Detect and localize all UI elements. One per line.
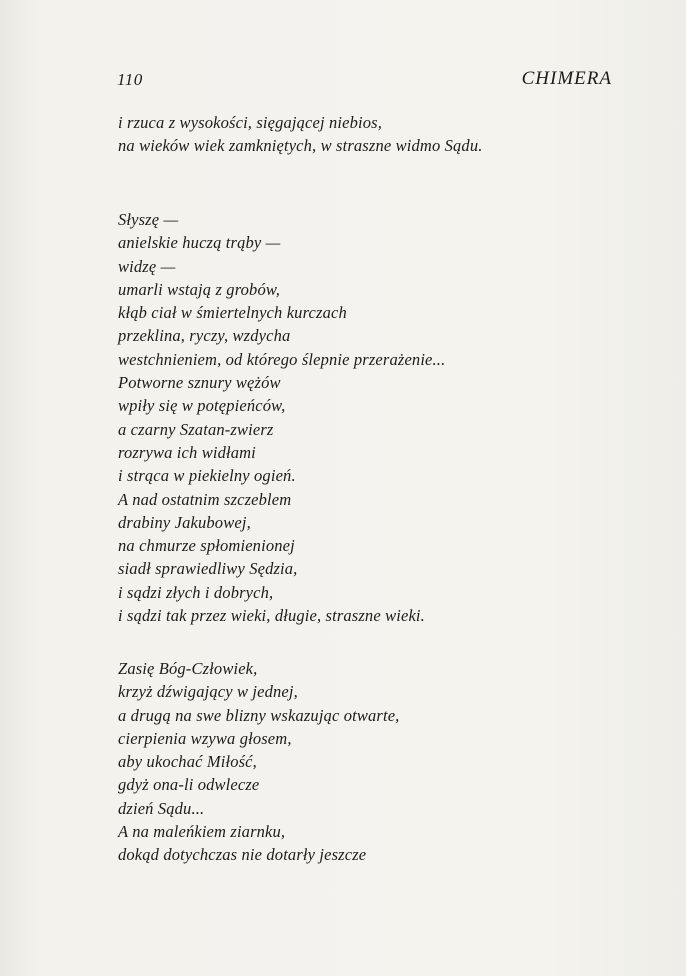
stanza-3 [118, 657, 399, 867]
verse-line: dokąd dotychczas nie dotarły jeszcze [118, 845, 367, 865]
stanza-2 [118, 208, 445, 627]
stanza-1 [118, 111, 483, 158]
verse-line: cierpienia wzywa głosem, [118, 728, 292, 748]
page-number: 110 [117, 70, 143, 89]
verse-line: przeklina, ryczy, wzdycha [118, 326, 291, 346]
verse-line: anielskie huczą trąby — [118, 233, 281, 253]
verse-line: wpiły się w potępieńców, [118, 396, 286, 416]
verse-line: widzę — [118, 256, 176, 276]
verse-line: dzień Sądu... [118, 798, 205, 818]
verse-line: aby ukochać Miłość, [118, 752, 257, 772]
verse-line: Potworne sznury wężów [118, 373, 281, 393]
verse-line: Słyszę — [118, 210, 179, 229]
verse-line: na chmurze spłomienionej [118, 536, 295, 556]
verse-line: na wieków wiek zamkniętych, w straszne widmo Sądu. [118, 136, 483, 156]
running-title: CHIMERA [521, 68, 612, 89]
verse-line: siadł sprawiedliwy Sędzia, [118, 559, 298, 579]
verse-line: A nad ostatnim szczeblem [118, 489, 292, 509]
verse-line: westchnieniem, od którego ślepnie przerażenie... [118, 349, 446, 369]
verse-line: a drugą na swe blizny wskazując otwarte, [118, 705, 400, 725]
verse-line: i strąca w piekielny ogień. [118, 466, 296, 486]
verse-line: drabiny Jakubowej, [118, 512, 251, 532]
verse-line: Zasię Bóg-Człowiek, [118, 659, 258, 678]
verse-line: i sądzi tak przez wieki, długie, straszne wieki. [118, 606, 425, 626]
verse-line: rozrywa ich widłami [118, 442, 256, 462]
verse-line: krzyż dźwigający w jednej, [118, 682, 298, 702]
verse-line: gdyż ona-li odwlecze [118, 775, 260, 795]
verse-line: i sądzi złych i dobrych, [118, 582, 274, 602]
verse-line: kłąb ciał w śmiertelnych kurczach [118, 303, 347, 323]
verse-line: umarli wstają z grobów, [118, 279, 281, 299]
verse-line: i rzuca z wysokości, sięgającej niebios, [118, 113, 383, 132]
verse-line: A na maleńkiem ziarnku, [118, 822, 286, 842]
verse-line: a czarny Szatan-zwierz [118, 419, 274, 439]
